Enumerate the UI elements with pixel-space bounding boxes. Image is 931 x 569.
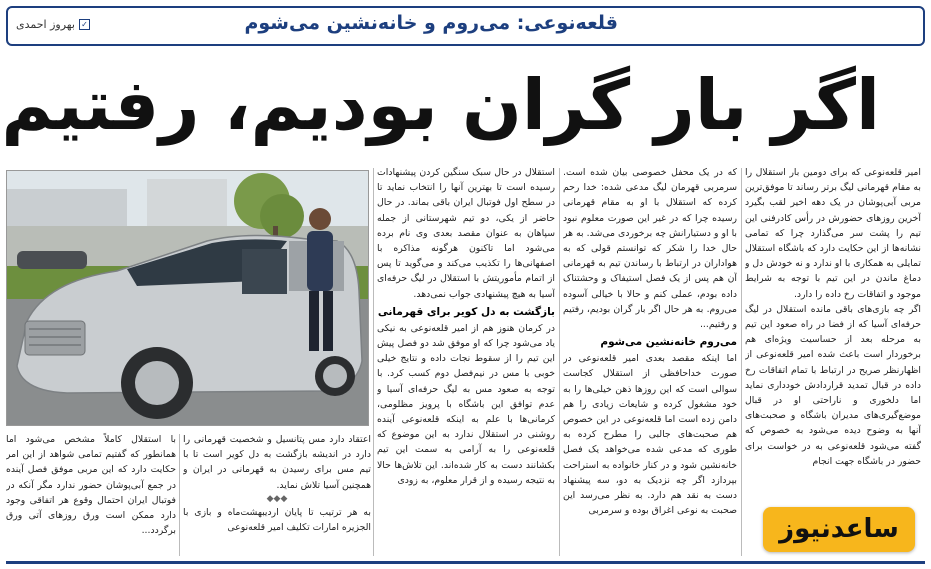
paragraph: اگر چه بازی‌های باقی مانده استقلال در لیگ حرفه‌ای آسیا که از فضا در راه صعود این تیم به مرحله بعد از حساسیت ویژه‌ای هم برخوردار است باعث شده امیر قلعه‌نوعی از اظهارنظر صریح در ارتباط با تمام اتفاقات رخ داده در قبال تمدید قرارداد‌ش خودداری نماید اما دلخوری و ناراحتی او در قبال موضع‌گیری‌های مدیران باشگاه و صحبت‌های آنها به وضوح دیده می‌شود به خصوص که گفته می‌شود قلعه‌نوعی به در خواست برای حضور در باشگاه جهت انجام [745,303,921,467]
main-headline: اگر بار گران بودیم، رفتیم [1,64,880,146]
paragraph: اما اینکه مقصد بعدی امیر قلعه‌نوعی در صورت خداحافظی از استقلال کجاست سوالی است که این روزها ذهن خیلی‌ها را به خود مشغول کرده و شایعات زیادی را هم دامن زده است اما قلعه‌نوعی در این خصوص هم صحبت‌های جالبی را مطرح کرده به طوری که مدعی شده می‌خواهد یک فصل خانه‌نشین شود و در کنار خانواده به استراحت بپردازد اگر چه نزدیک به دو، سه پیشنهاد دست به نقد هم دارد. به نظر می‌رسد این صحبت به نوعی اغراق بوده و سرمربی [563,353,737,517]
article-column-1 [745,165,921,560]
subheading: می‌روم خانه‌نشین می‌شوم [600,336,737,349]
paragraph: به هر ترتیب تا پایان اردیبهشت‌ماه و بازی با الجزیره امارات تکلیف امیر قلعه‌نوعی [183,506,371,534]
car-photo-icon [7,171,369,426]
article-column-2 [563,165,737,560]
author-byline [16,18,90,31]
paragraph: با استقلال کاملاً مشخص می‌شود اما همانطور که گفتیم تمامی شواهد از این امر حکایت دارد که این مربی موفق فصل آینده در جمع آبی‌پوشان حضور ندارد مگر آنکه در فوتبال ایران احتمال وقوع هر اتفاقی وجود دارد ممکن است ورق روزهای آتی ورق برگردد... [6,434,176,537]
bottom-rule [6,561,925,564]
paragraph: اعتقاد دارد مس پتانسیل و شخصیت قهرمانی را دارد در اندیشه بازگشت به دل کویر است تا با تیم مس برای رسیدن به قهرمانی در ایران و همچنین آسیا تلاش نماید. [183,434,371,491]
paragraph: استقلال در حال سبک سنگین کردن پیشنهادات رسیده است تا بهترین آنها را انتخاب نماید تا در سطح اول فوتبال ایران باقی بماند. در حال حاضر از یکی، دو تیم شهرستانی از جمله سپاهان به عنوان مقصد بعدی وی نام برده می‌شود اما تاکنون هرگونه مذاکره با اصفهانی‌ها را تکذیب می‌کند و می‌گوید تا پس از اتمام مأموریتش با استقلال در لیگ حرفه‌ای آسیا به هیچ پیشنهادی جواب نمی‌دهد. [377,167,555,300]
checkbox-icon: ✓ [79,19,90,30]
column-divider [373,168,374,556]
lower-column-2 [6,432,176,558]
paragraph: که در یک محفل خصوصی بیان شده است. سرمربی قهرمان لیگ مدعی شده: خدا رحم کرده که استقلال با او به مقام قهرمانی رسیده چرا که در غیر این صورت معلوم نبود با او و دستیارانش چه برخوردی می‌شد. به هر حال خدا را شکر که توانستم قولی که به هواداران در ارتباط با رساندن تیم به قهرمانی آن هم پس از یک فصل استیفاک و وحشتناک داده بودم، عملی کنم و حالا با خیالی آسوده می‌روم. به هر حال اگر بار گران بودیم، رفتیم و رفتیم... [563,167,737,331]
paragraph: در کرمان هنوز هم از امیر قلعه‌نوعی به نیکی یاد می‌شود چرا که او موفق شد دو فصل پیش این تیم را از سقوط نجات داده و نتایج خیلی خوبی با مس در نیم‌فصل دوم کسب کرد. با توجه به صعود مس به لیگ حرفه‌ای آسیا و عدم توافق این باشگاه با پرویز مظلومی، کرمانی‌ها با علم به اینکه قلعه‌نوعی آینده روشنی در استقلال ندارد به این موضوع که قلعه‌نوعی را به آرامی به سمت این تیم بکشانند دست به کار شده‌اند. این تلاش‌ها حالا به نتیجه رسیده و از قرار معلوم، به زودی [377,322,555,486]
article-column-3 [377,165,555,560]
column-divider [179,434,180,556]
section-divider: ◆◆◆ [266,493,288,504]
column-divider [559,168,560,556]
subheading: بازگشت به دل کویر برای قهرمانی [377,305,555,318]
paragraph: امیر قلعه‌نوعی که برای دومین بار استقلال را به مقام قهرمانی لیگ برتر رساند تا موفق‌ترین مربی آبی‌پوشان در یک دهه اخیر لقب بگیرد آخرین روزهای حضورش در رأس کادرفنی این تیم را پشت سر می‌گذارد چرا که تمامی نشانه‌ها از این حکایت دارد که باشگاه استقلال تمایلی به همکاری با او ندارد و نه خودش دل و دماغ ماندن در این تیم با توجه به شرایط موجود و اتفاقات رخ داده را دارد. [745,167,921,300]
lower-column-1 [183,432,371,558]
kicker-title: قلعه‌نوعی: می‌روم و خانه‌نشین می‌شوم [244,12,618,34]
section-header-bar [6,6,925,46]
author-name: بهروز احمدی [16,18,75,31]
watermark-logo: ساعدنیوز [763,507,915,552]
article-photo [6,170,369,426]
column-divider [741,168,742,556]
